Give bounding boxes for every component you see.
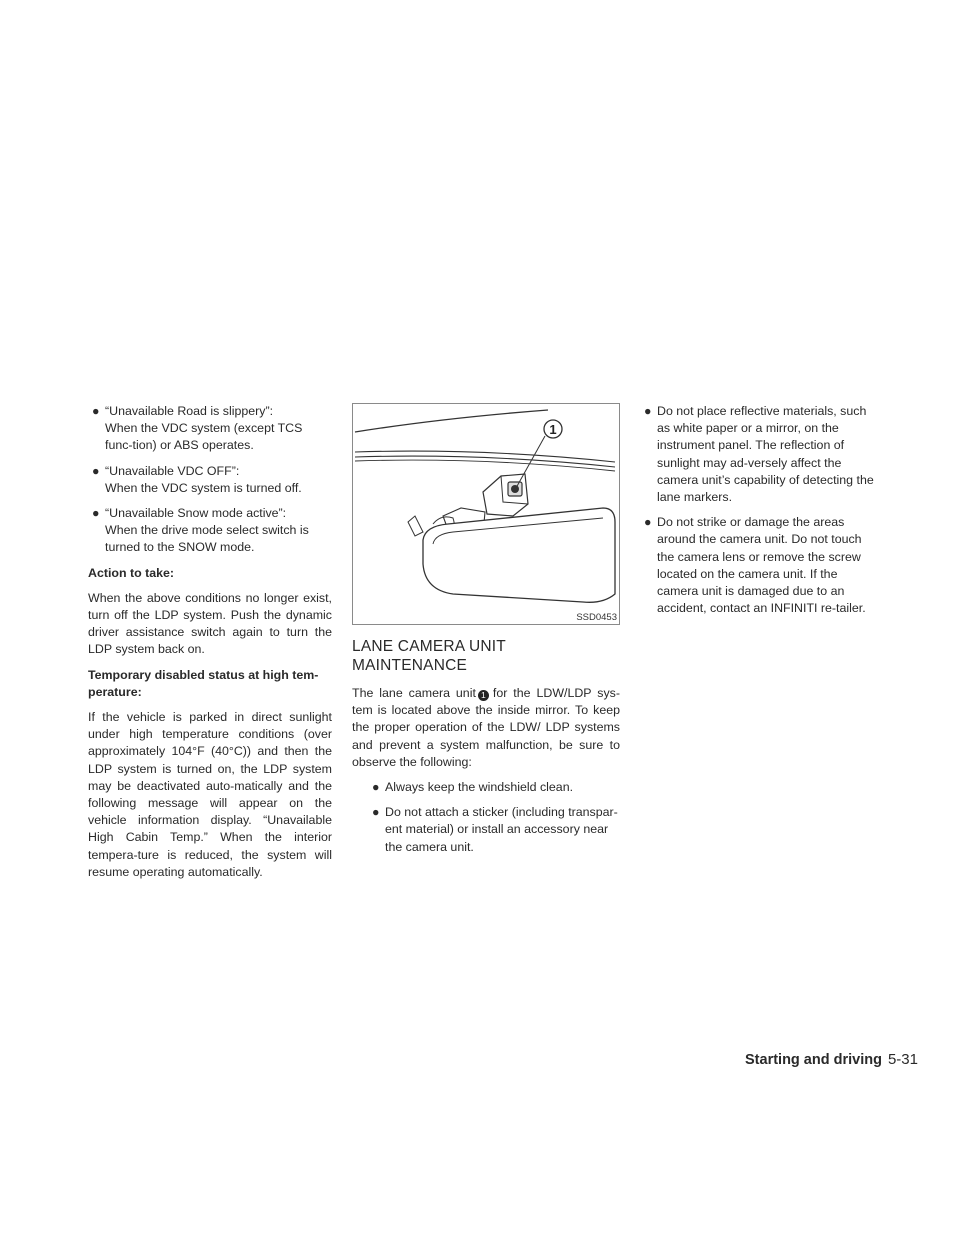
bullet-dot: ● (92, 506, 100, 521)
bullet-title: “Unavailable VDC OFF”: (105, 463, 240, 478)
action-heading: Action to take: (88, 565, 175, 580)
temp-heading: Temporary disabled status at high tem-perature: (88, 667, 319, 699)
bullet-windshield-clean (352, 779, 620, 796)
bullet-desc: When the drive mode select switch is turned to the SNOW mode. (105, 523, 309, 555)
bullet-reflective-materials (640, 403, 880, 506)
camera-figure (352, 403, 620, 625)
column-right (640, 403, 880, 625)
bullet-vdc-off (88, 463, 332, 497)
intro-before: The lane camera unit (352, 686, 476, 700)
bullet-text: Do not attach a sticker (including transpar-ent material) or install an accessory near the camera unit. (385, 805, 618, 854)
bullet-road-slippery (88, 403, 332, 455)
camera-illustration (353, 404, 619, 624)
temp-text: If the vehicle is parked in direct sunlight under high temperature conditions (over approximately 104°F (40°C)) and then the LDP system is turned on, the LDP system may be deactivated auto-matically and the following message will appear on the vehicle information display. “Unavailable High Cabin Temp.” When the interior tempera-ture is reduced, the system will resume operating automatically. (88, 710, 332, 879)
bullet-do-not-strike (640, 514, 880, 617)
bullet-dot: ● (92, 463, 100, 478)
bullet-text: Always keep the windshield clean. (385, 780, 574, 795)
bullet-dot: ● (372, 780, 380, 795)
figure-code: SSD0453 (576, 612, 617, 623)
bullet-dot: ● (92, 404, 100, 418)
section-title (352, 637, 620, 675)
bullet-dot: ● (644, 515, 652, 530)
bullet-text: Do not strike or damage the areas around the camera unit. Do not touch the camera lens or remove the screw located on the camera unit. If the camera unit is damaged due to an accident, contact an INFINITI re-tailer. (657, 515, 866, 616)
callout-1-icon: 1 (478, 690, 489, 701)
column-middle (352, 403, 620, 864)
column-left (88, 403, 332, 889)
bullet-desc: When the VDC system (except TCS func-tion) or ABS operates. (105, 421, 303, 453)
bullet-desc: When the VDC system is turned off. (105, 480, 302, 495)
bullet-text: Do not place reflective materials, such as white paper or a mirror, on the instrument panel. The reflection of sunlight may ad-versely affect the camera unit’s capability of detecting the lane markers. (657, 404, 874, 505)
intro-after: for the LDW/LDP sys-tem is located above the inside mirror. To keep the proper operation of the LDW/ LDP systems and prevent a system malfunction, be sure to observe the following: (352, 686, 620, 769)
figure-callout-label: 1 (549, 422, 557, 437)
bullet-no-sticker (352, 804, 620, 856)
camera-intro (352, 685, 620, 771)
bullet-dot: ● (644, 404, 652, 418)
bullet-dot: ● (372, 805, 380, 820)
action-text: When the above conditions no longer exist, turn off the LDP system. Push the dynamic driver assistance switch again to turn the LDP system back on. (88, 590, 332, 657)
footer-section-title: Starting and driving (745, 1052, 882, 1068)
section-title-line2: MAINTENANCE (352, 657, 468, 674)
bullet-snow-mode (88, 505, 332, 557)
section-title-line1: LANE CAMERA UNIT (352, 638, 506, 655)
page-footer (745, 1051, 918, 1069)
bullet-title: “Unavailable Snow mode active”: (105, 506, 287, 521)
page-number: 5-31 (887, 1051, 918, 1068)
bullet-title: “Unavailable Road is slippery”: (105, 404, 274, 418)
